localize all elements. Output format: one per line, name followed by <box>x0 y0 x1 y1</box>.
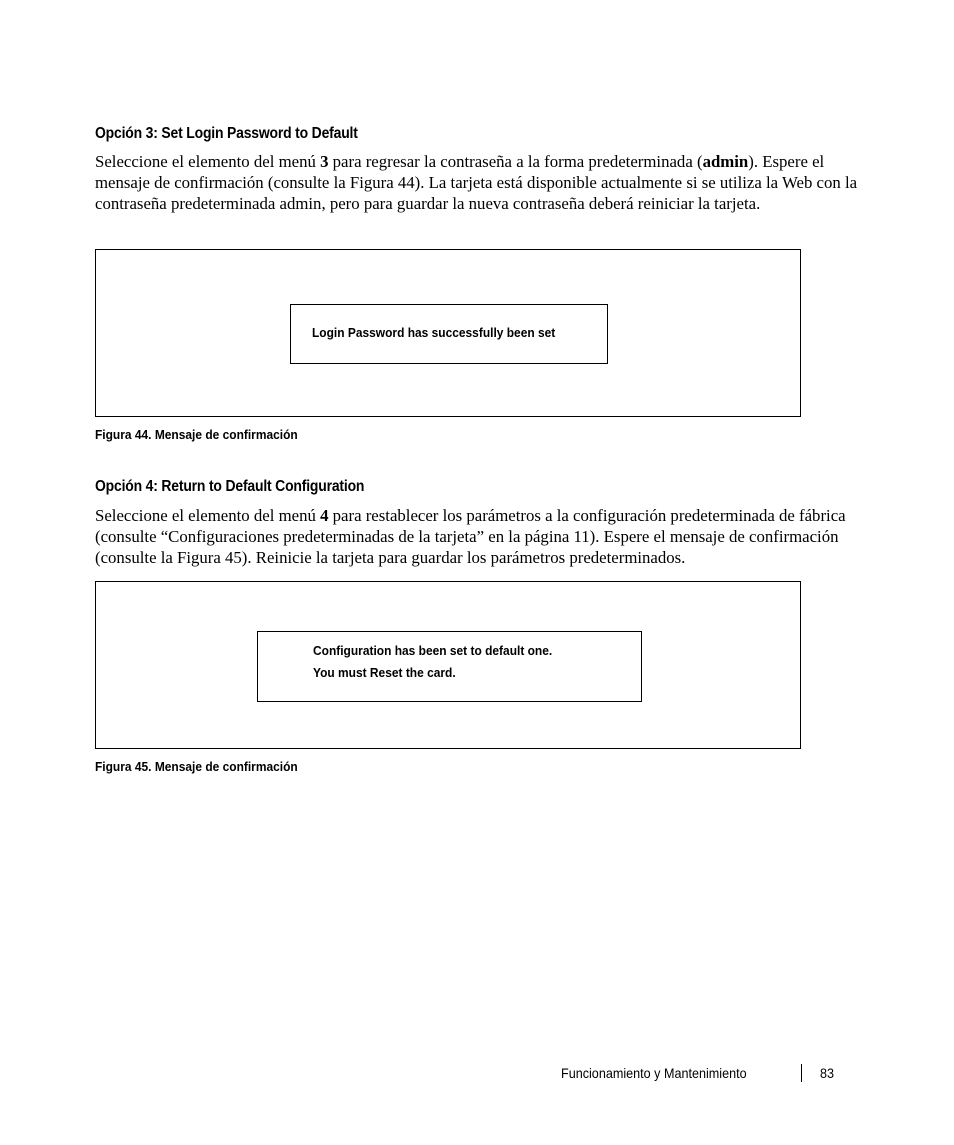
confirmation-message-box <box>290 304 608 364</box>
confirmation-message-line-2: You must Reset the card. <box>313 665 456 680</box>
section-3-paragraph: Seleccione el elemento del menú 3 para regresar la contraseña a la forma predeterminada (admin). Espere el mensaje de confirmación (consulte la Figura 44). La tarjeta está disponible actualmente si se utiliza la Web con la contraseña predeterminada admin, pero para guardar la nueva contraseña deberá reiniciar la tarjeta. <box>95 152 858 213</box>
figure-44-caption: Figura 44. Mensaje de confirmación <box>95 427 298 442</box>
confirmation-message-box <box>257 631 642 702</box>
footer-separator <box>801 1064 802 1082</box>
figure-45-caption: Figura 45. Mensaje de confirmación <box>95 759 298 774</box>
section-heading-option-3: Opción 3: Set Login Password to Default <box>95 125 358 142</box>
figure-45-frame <box>95 581 801 749</box>
section-heading-option-4: Opción 4: Return to Default Configuration <box>95 478 365 495</box>
section-4-paragraph: Seleccione el elemento del menú 4 para restablecer los parámetros a la configuración predeterminada de fábrica (consulte “Configuraciones predeterminadas de la tarjeta” en la página 11). Espere el mensaje de confirmación (consulte la Figura 45). Reinicie la tarjeta para guardar los parámetros predeterminados. <box>95 506 846 567</box>
page-number: 83 <box>820 1065 835 1081</box>
confirmation-message-line-1: Configuration has been set to default one. <box>313 643 553 658</box>
confirmation-message-text: Login Password has successfully been set <box>312 325 556 340</box>
footer-section-title: Funcionamiento y Mantenimiento <box>561 1065 747 1081</box>
figure-44-frame <box>95 249 801 417</box>
